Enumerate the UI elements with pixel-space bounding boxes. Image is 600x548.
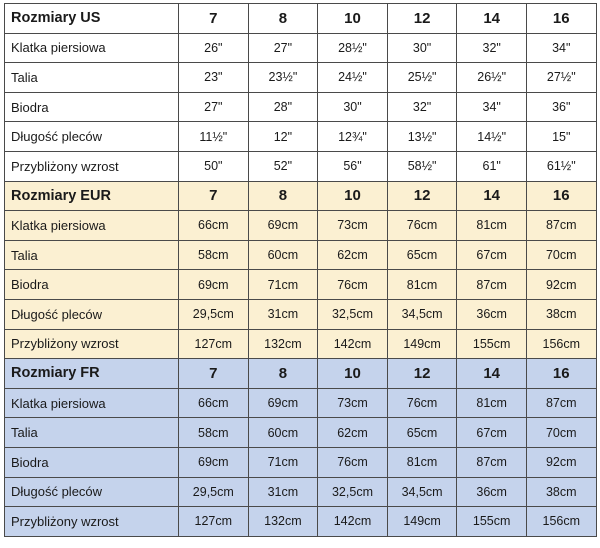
measurement-value: 58½": [387, 151, 457, 181]
measurement-value: 12¾": [318, 122, 388, 152]
measurement-value: 23": [179, 63, 249, 93]
measurement-value: 27": [248, 33, 318, 63]
measurement-value: 132cm: [248, 507, 318, 537]
measurement-value: 69cm: [248, 388, 318, 418]
measurement-value: 34": [526, 33, 596, 63]
size-column-header: 16: [526, 4, 596, 34]
measurement-value: 73cm: [318, 211, 388, 241]
section-us: [5, 4, 597, 182]
measurement-value: 32,5cm: [318, 477, 388, 507]
table-row: [5, 122, 597, 152]
table-row: [5, 151, 597, 181]
section-header-row: [5, 4, 597, 34]
measurement-label: Biodra: [5, 270, 179, 300]
measurement-value: 66cm: [179, 388, 249, 418]
measurement-value: 155cm: [457, 329, 527, 359]
measurement-value: 149cm: [387, 507, 457, 537]
measurement-value: 69cm: [179, 270, 249, 300]
measurement-value: 61": [457, 151, 527, 181]
section-eur: [5, 181, 597, 359]
measurement-value: 14½": [457, 122, 527, 152]
measurement-label: Długość pleców: [5, 299, 179, 329]
size-column-header: 8: [248, 4, 318, 34]
measurement-value: 149cm: [387, 329, 457, 359]
measurement-label: Długość pleców: [5, 477, 179, 507]
measurement-value: 27": [179, 92, 249, 122]
section-title: Rozmiary EUR: [5, 181, 179, 211]
table-row: [5, 418, 597, 448]
measurement-value: 34,5cm: [387, 299, 457, 329]
measurement-value: 87cm: [526, 388, 596, 418]
measurement-label: Talia: [5, 418, 179, 448]
measurement-value: 34,5cm: [387, 477, 457, 507]
measurement-value: 24½": [318, 63, 388, 93]
size-column-header: 10: [318, 181, 388, 211]
measurement-value: 70cm: [526, 418, 596, 448]
measurement-value: 31cm: [248, 477, 318, 507]
measurement-value: 52": [248, 151, 318, 181]
table-row: [5, 270, 597, 300]
measurement-value: 50": [179, 151, 249, 181]
measurement-value: 32": [457, 33, 527, 63]
table-row: [5, 33, 597, 63]
measurement-value: 60cm: [248, 240, 318, 270]
measurement-value: 32,5cm: [318, 299, 388, 329]
measurement-value: 67cm: [457, 240, 527, 270]
size-column-header: 10: [318, 359, 388, 389]
measurement-value: 61½": [526, 151, 596, 181]
table-row: [5, 477, 597, 507]
measurement-value: 76cm: [387, 211, 457, 241]
table-row: [5, 240, 597, 270]
measurement-value: 92cm: [526, 270, 596, 300]
measurement-label: Klatka piersiowa: [5, 33, 179, 63]
measurement-value: 11½": [179, 122, 249, 152]
measurement-value: 73cm: [318, 388, 388, 418]
table-row: [5, 388, 597, 418]
measurement-value: 66cm: [179, 211, 249, 241]
size-column-header: 14: [457, 4, 527, 34]
measurement-value: 127cm: [179, 507, 249, 537]
section-title: Rozmiary US: [5, 4, 179, 34]
measurement-label: Przybliżony wzrost: [5, 507, 179, 537]
measurement-value: 81cm: [457, 211, 527, 241]
size-column-header: 10: [318, 4, 388, 34]
measurement-value: 155cm: [457, 507, 527, 537]
size-column-header: 12: [387, 181, 457, 211]
measurement-value: 81cm: [457, 388, 527, 418]
measurement-value: 38cm: [526, 299, 596, 329]
table-row: [5, 507, 597, 537]
measurement-value: 58cm: [179, 418, 249, 448]
measurement-value: 34": [457, 92, 527, 122]
measurement-label: Długość pleców: [5, 122, 179, 152]
size-column-header: 7: [179, 359, 249, 389]
measurement-value: 127cm: [179, 329, 249, 359]
measurement-label: Talia: [5, 63, 179, 93]
table-row: [5, 447, 597, 477]
measurement-value: 62cm: [318, 240, 388, 270]
measurement-label: Przybliżony wzrost: [5, 151, 179, 181]
measurement-value: 30": [387, 33, 457, 63]
measurement-value: 76cm: [318, 447, 388, 477]
measurement-value: 87cm: [457, 270, 527, 300]
size-column-header: 8: [248, 181, 318, 211]
measurement-value: 27½": [526, 63, 596, 93]
measurement-value: 76cm: [318, 270, 388, 300]
size-column-header: 16: [526, 181, 596, 211]
measurement-value: 81cm: [387, 447, 457, 477]
measurement-value: 30": [318, 92, 388, 122]
measurement-value: 15": [526, 122, 596, 152]
measurement-value: 29,5cm: [179, 477, 249, 507]
measurement-value: 58cm: [179, 240, 249, 270]
measurement-value: 69cm: [248, 211, 318, 241]
measurement-value: 142cm: [318, 507, 388, 537]
measurement-value: 28½": [318, 33, 388, 63]
measurement-value: 156cm: [526, 329, 596, 359]
measurement-value: 31cm: [248, 299, 318, 329]
table-row: [5, 211, 597, 241]
measurement-label: Biodra: [5, 447, 179, 477]
size-column-header: 7: [179, 4, 249, 34]
measurement-value: 23½": [248, 63, 318, 93]
size-column-header: 8: [248, 359, 318, 389]
measurement-value: 28": [248, 92, 318, 122]
measurement-value: 132cm: [248, 329, 318, 359]
measurement-label: Biodra: [5, 92, 179, 122]
measurement-value: 76cm: [387, 388, 457, 418]
measurement-value: 156cm: [526, 507, 596, 537]
measurement-value: 142cm: [318, 329, 388, 359]
measurement-value: 38cm: [526, 477, 596, 507]
measurement-value: 87cm: [526, 211, 596, 241]
table-row: [5, 299, 597, 329]
measurement-value: 60cm: [248, 418, 318, 448]
measurement-value: 13½": [387, 122, 457, 152]
measurement-value: 81cm: [387, 270, 457, 300]
measurement-value: 29,5cm: [179, 299, 249, 329]
measurement-value: 26": [179, 33, 249, 63]
section-header-row: [5, 359, 597, 389]
measurement-label: Klatka piersiowa: [5, 211, 179, 241]
measurement-value: 87cm: [457, 447, 527, 477]
size-column-header: 12: [387, 4, 457, 34]
section-header-row: [5, 181, 597, 211]
measurement-value: 71cm: [248, 447, 318, 477]
measurement-value: 62cm: [318, 418, 388, 448]
size-column-header: 14: [457, 181, 527, 211]
measurement-value: 36cm: [457, 477, 527, 507]
size-chart-table: [4, 3, 597, 537]
measurement-value: 56": [318, 151, 388, 181]
table-row: [5, 92, 597, 122]
measurement-label: Klatka piersiowa: [5, 388, 179, 418]
size-column-header: 7: [179, 181, 249, 211]
measurement-value: 70cm: [526, 240, 596, 270]
size-column-header: 14: [457, 359, 527, 389]
measurement-value: 32": [387, 92, 457, 122]
measurement-value: 26½": [457, 63, 527, 93]
measurement-value: 92cm: [526, 447, 596, 477]
measurement-label: Talia: [5, 240, 179, 270]
size-column-header: 16: [526, 359, 596, 389]
table-row: [5, 329, 597, 359]
measurement-label: Przybliżony wzrost: [5, 329, 179, 359]
table-row: [5, 63, 597, 93]
measurement-value: 71cm: [248, 270, 318, 300]
size-column-header: 12: [387, 359, 457, 389]
measurement-value: 36cm: [457, 299, 527, 329]
measurement-value: 65cm: [387, 418, 457, 448]
measurement-value: 67cm: [457, 418, 527, 448]
section-title: Rozmiary FR: [5, 359, 179, 389]
measurement-value: 25½": [387, 63, 457, 93]
section-fr: [5, 359, 597, 537]
measurement-value: 69cm: [179, 447, 249, 477]
measurement-value: 36": [526, 92, 596, 122]
measurement-value: 65cm: [387, 240, 457, 270]
measurement-value: 12": [248, 122, 318, 152]
